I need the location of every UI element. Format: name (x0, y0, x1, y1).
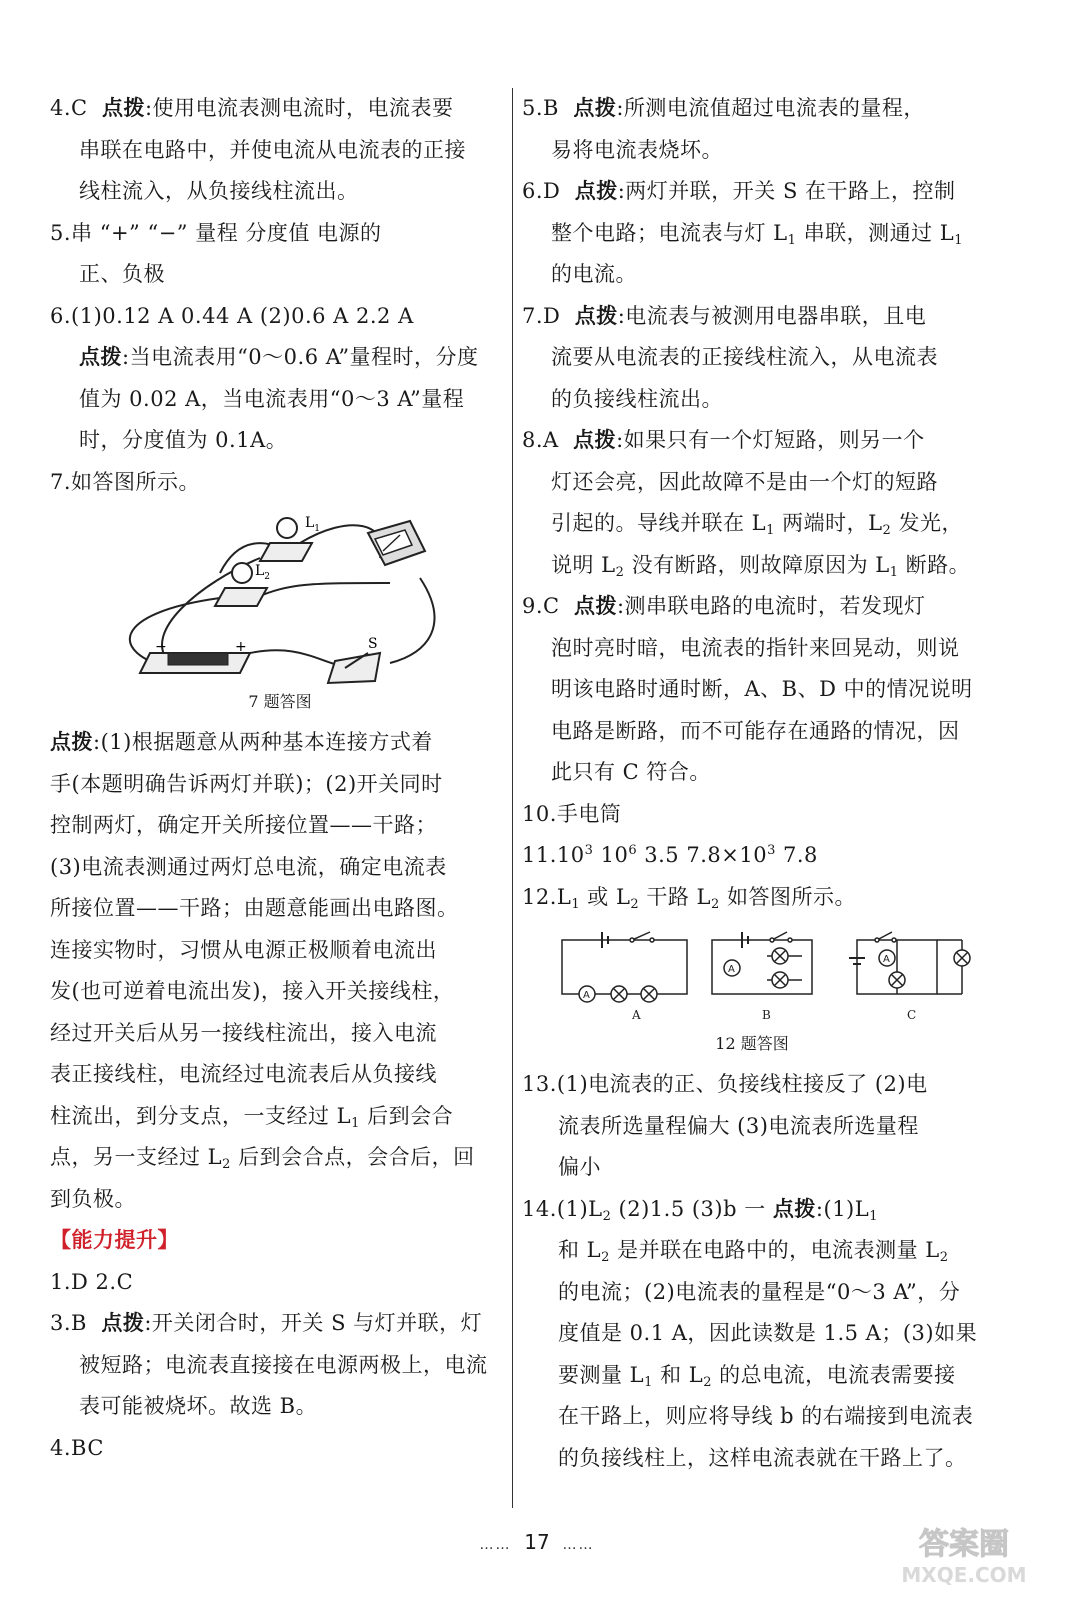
column-divider (512, 88, 513, 1508)
hint-keyword: 点拨 (573, 96, 617, 120)
svg-text:MXQE.COM: MXQE.COM (901, 1563, 1027, 1587)
svg-text:A: A (583, 990, 590, 1001)
text-line: 的负接线柱上，这样电流表就在干路上了。 (558, 1445, 967, 1470)
text-line: 时，分度值为 0.1A。 (79, 428, 288, 452)
lamp-icon (772, 972, 788, 988)
hint-keyword: 点拨 (79, 345, 122, 369)
hint-keyword: 点拨 (772, 1196, 816, 1221)
hint-keyword: 点拨 (573, 594, 617, 618)
svg-text:−: − (155, 639, 167, 655)
page-number: …… 17 …… (479, 1530, 595, 1554)
lamp-icon (954, 950, 970, 966)
answer-r10: 10.手电筒 (522, 801, 622, 826)
text-line: 和 $L_2$ 是并联在电路中的，电流表测量 $L_2$ (558, 1238, 949, 1265)
svg-text:+: + (235, 639, 247, 655)
ammeter-icon (579, 986, 595, 1002)
text-line: 经过开关后从另一接线柱流出，接入电流 (50, 1020, 437, 1045)
text-line: 电路是断路，而不可能存在通路的情况，因 (551, 718, 960, 743)
figure-7-circuit (50, 503, 510, 688)
text-line: 灯还会亮，因此故障不是由一个灯的短路 (551, 469, 938, 494)
svg-text:L2: $L_2$ (255, 563, 271, 582)
answer-b1: 1.D 2.C (50, 1269, 134, 1294)
answer-b4: 4.BC (50, 1435, 104, 1460)
answer-4: 4.C 点拨:使用电流表测电流时，电流表要 (50, 96, 454, 120)
answer-7: 7.如答图所示。 (50, 469, 201, 494)
text-line: 的电流；(2)电流表的量程是“0～3 A”，分 (558, 1279, 961, 1304)
text-line: 度值是 0.1 A，因此读数是 1.5 A；(3)如果 (558, 1321, 978, 1345)
lamp-l2 (215, 563, 270, 606)
figure-12-caption: 12 题答图 (715, 1034, 789, 1053)
text-line: 点，另一支经过 $L_2$ 后到会合点，会合后，回 (50, 1145, 475, 1172)
answer-r14: $14.(1)L_2$ (2)1.5 (3)b 一 点拨$:(1)L_1$ (522, 1196, 878, 1224)
svg-text:A: A (728, 964, 735, 975)
text-line: 偏小 (558, 1155, 601, 1179)
lamp-icon (772, 948, 788, 964)
text-line: 表正接线柱，电流经过电流表后从负接线 (50, 1062, 437, 1086)
answer-r5: 5.B 点拨:所测电流值超过电流表的量程， (522, 96, 925, 120)
hint-keyword: 点拨 (573, 428, 617, 452)
hint-keyword: 点拨 (50, 730, 93, 754)
answer-r6: 6.D 点拨:两灯并联，开关 S 在干路上，控制 (522, 179, 956, 203)
text-line: 手(本题明确告诉两灯并联)；(2)开关同时 (50, 771, 443, 796)
hint-keyword: 点拨 (101, 96, 145, 120)
svg-text:答案圈: 答案圈 (919, 1527, 1009, 1562)
text-line: 说明 $L_2$ 没有断路，则故障原因为 $L_1$ 断路。 (551, 552, 971, 580)
text-line: 正、负极 (79, 262, 165, 286)
svg-text:A: A (883, 954, 890, 965)
left-column (50, 88, 510, 1469)
answer-r11: 11.10$^3$ $10^6$ 3.5 $7.8\times 10^3$ 7.8 (522, 843, 818, 867)
lamp-icon (641, 986, 657, 1002)
watermark-logo (884, 1520, 1044, 1590)
text-line: 被短路；电流表直接接在电源两极上，电流 (79, 1352, 488, 1377)
text-line: 的负接线柱流出。 (551, 386, 723, 411)
switch-icon (328, 636, 380, 683)
ammeter-icon (724, 960, 740, 976)
panel-label: A (632, 1008, 641, 1022)
section-title: 【能力提升】 (50, 1228, 179, 1252)
lamp-icon (889, 972, 905, 988)
panel-label: B (762, 1008, 771, 1022)
text-line: 整个电路；电流表与灯 $L_1$ 串联，测通过 $L_1$ (551, 220, 963, 248)
answer-r13: 13.(1)电流表的正、负接线柱接反了 (2)电 (522, 1072, 928, 1096)
battery-icon (140, 639, 250, 673)
right-column (522, 88, 982, 1479)
text-line: 的电流。 (551, 262, 637, 286)
text-line: 点拨:当电流表用“0～0.6 A”量程时，分度 (79, 345, 479, 369)
text-line: 在干路上，则应将导线 b 的右端接到电流表 (558, 1404, 974, 1428)
text-line: 值为 0.02 A，当电流表用“0～3 A”量程 (79, 386, 465, 411)
answer-6: 6.(1)0.12 A 0.44 A (2)0.6 A 2.2 A (50, 303, 414, 328)
lamp-icon (611, 986, 627, 1002)
svg-text:L1: $L_1$ (305, 515, 321, 534)
text-line: 流表所选量程偏大 (3)电流表所选量程 (558, 1113, 919, 1138)
hint-keyword: 点拨 (574, 303, 618, 328)
figure-7-caption: 7 题答图 (248, 692, 312, 711)
text-line: 到负极。 (50, 1186, 136, 1211)
text-line: 所接位置——干路；由题意能画出电路图。 (50, 896, 459, 920)
text-line: 易将电流表烧坏。 (551, 137, 723, 162)
hint-keyword: 点拨 (574, 179, 618, 203)
ammeter-icon (879, 950, 895, 966)
text-line: 控制两灯，确定开关所接位置——干路； (50, 813, 437, 837)
text-line: 此只有 C 符合。 (551, 760, 711, 784)
text-line: 泡时亮时暗，电流表的指针来回晃动，则说 (551, 635, 960, 660)
text-line: 串联在电路中，并使电流从电流表的正接 (79, 137, 466, 162)
text-line: 表可能被烧坏。故选 B。 (79, 1394, 318, 1418)
hint-keyword: 点拨 (101, 1311, 145, 1335)
text-line: 发(也可逆着电流出发)，接入开关接线柱， (50, 979, 455, 1003)
text-line: 线柱流入，从负接线柱流出。 (79, 179, 359, 203)
text-line: 要测量 $L_1$ 和 $L_2$ 的总电流，电流表需要接 (558, 1362, 956, 1390)
answer-b3: 3.B 点拨:开关闭合时，开关 S 与灯并联，灯 (50, 1311, 483, 1335)
text-line: (3)电流表测通过两灯总电流，确定电流表 (50, 854, 447, 879)
text-line: 明该电路时通时断，A、B、D 中的情况说明 (551, 677, 973, 701)
answer-r12: $12.L_1$ 或 $L_2$ 干路 $L_2$ 如答图所示。 (522, 884, 856, 912)
text-line: 柱流出，到分支点，一支经过 $L_1$ 后到会合 (50, 1103, 454, 1131)
text-line: 流要从电流表的正接线柱流入，从电流表 (551, 345, 938, 369)
answer-r9: 9.C 点拨:测串联电路的电流时，若发现灯 (522, 594, 926, 618)
ammeter-icon (368, 521, 425, 565)
answer-r7: 7.D 点拨:电流表与被测用电器串联，且电 (522, 303, 927, 328)
answer-5: 5.串 “+” “−” 量程 分度值 电源的 (50, 220, 382, 245)
panel-label: C (907, 1008, 917, 1022)
answer-r8: 8.A 点拨:如果只有一个灯短路，则另一个 (522, 428, 925, 452)
svg-text:S: S (368, 636, 378, 652)
text-line: 点拨:(1)根据题意从两种基本连接方式着 (50, 730, 433, 754)
text-line: 引起的。导线并联在 $L_1$ 两端时，$L_2$ 发光， (551, 511, 963, 538)
text-line: 连接实物时，习惯从电源正极顺着电流出 (50, 937, 437, 962)
figure-12-circuits (522, 918, 982, 1030)
